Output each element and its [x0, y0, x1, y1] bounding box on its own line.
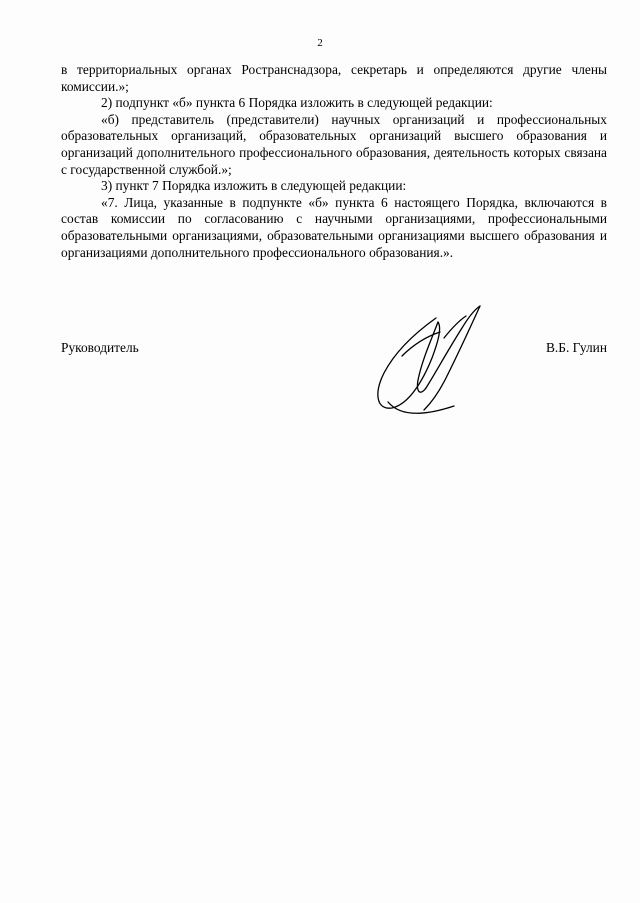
signer-name: В.Б. Гулин — [545, 340, 607, 355]
paragraph-quote-7: «7. Лица, указанные в подпункте «б» пункта 6 настоящего Порядка, включаются в состав комиссии по согласованию с научными организациями, профессиональными образовательными организациями, образовательными организациями высшего образования и организациями дополнительного профессионального образования.». — [61, 194, 607, 260]
document-body — [61, 62, 607, 261]
paragraph-item-3: 3) пункт 7 Порядка изложить в следующей редакции: — [101, 178, 407, 194]
paragraph-item-2: 2) подпункт «б» пункта 6 Порядка изложить в следующей редакции: — [101, 95, 493, 111]
page-number: 2 — [317, 37, 323, 49]
handwritten-signature — [362, 298, 492, 426]
signer-title: Руководитель — [61, 340, 139, 355]
paragraph-continuation: в территориальных органах Ространснадзора, секретарь и определяются другие члены комиссии.»; — [61, 62, 607, 94]
paragraph-quote-b: «б) представитель (представители) научных организаций и профессиональных образовательных организаций, образовательных организаций высшего образования и организаций дополнительного профессионального образования, деятельность которых связана с государственной службой.»; — [61, 111, 607, 177]
